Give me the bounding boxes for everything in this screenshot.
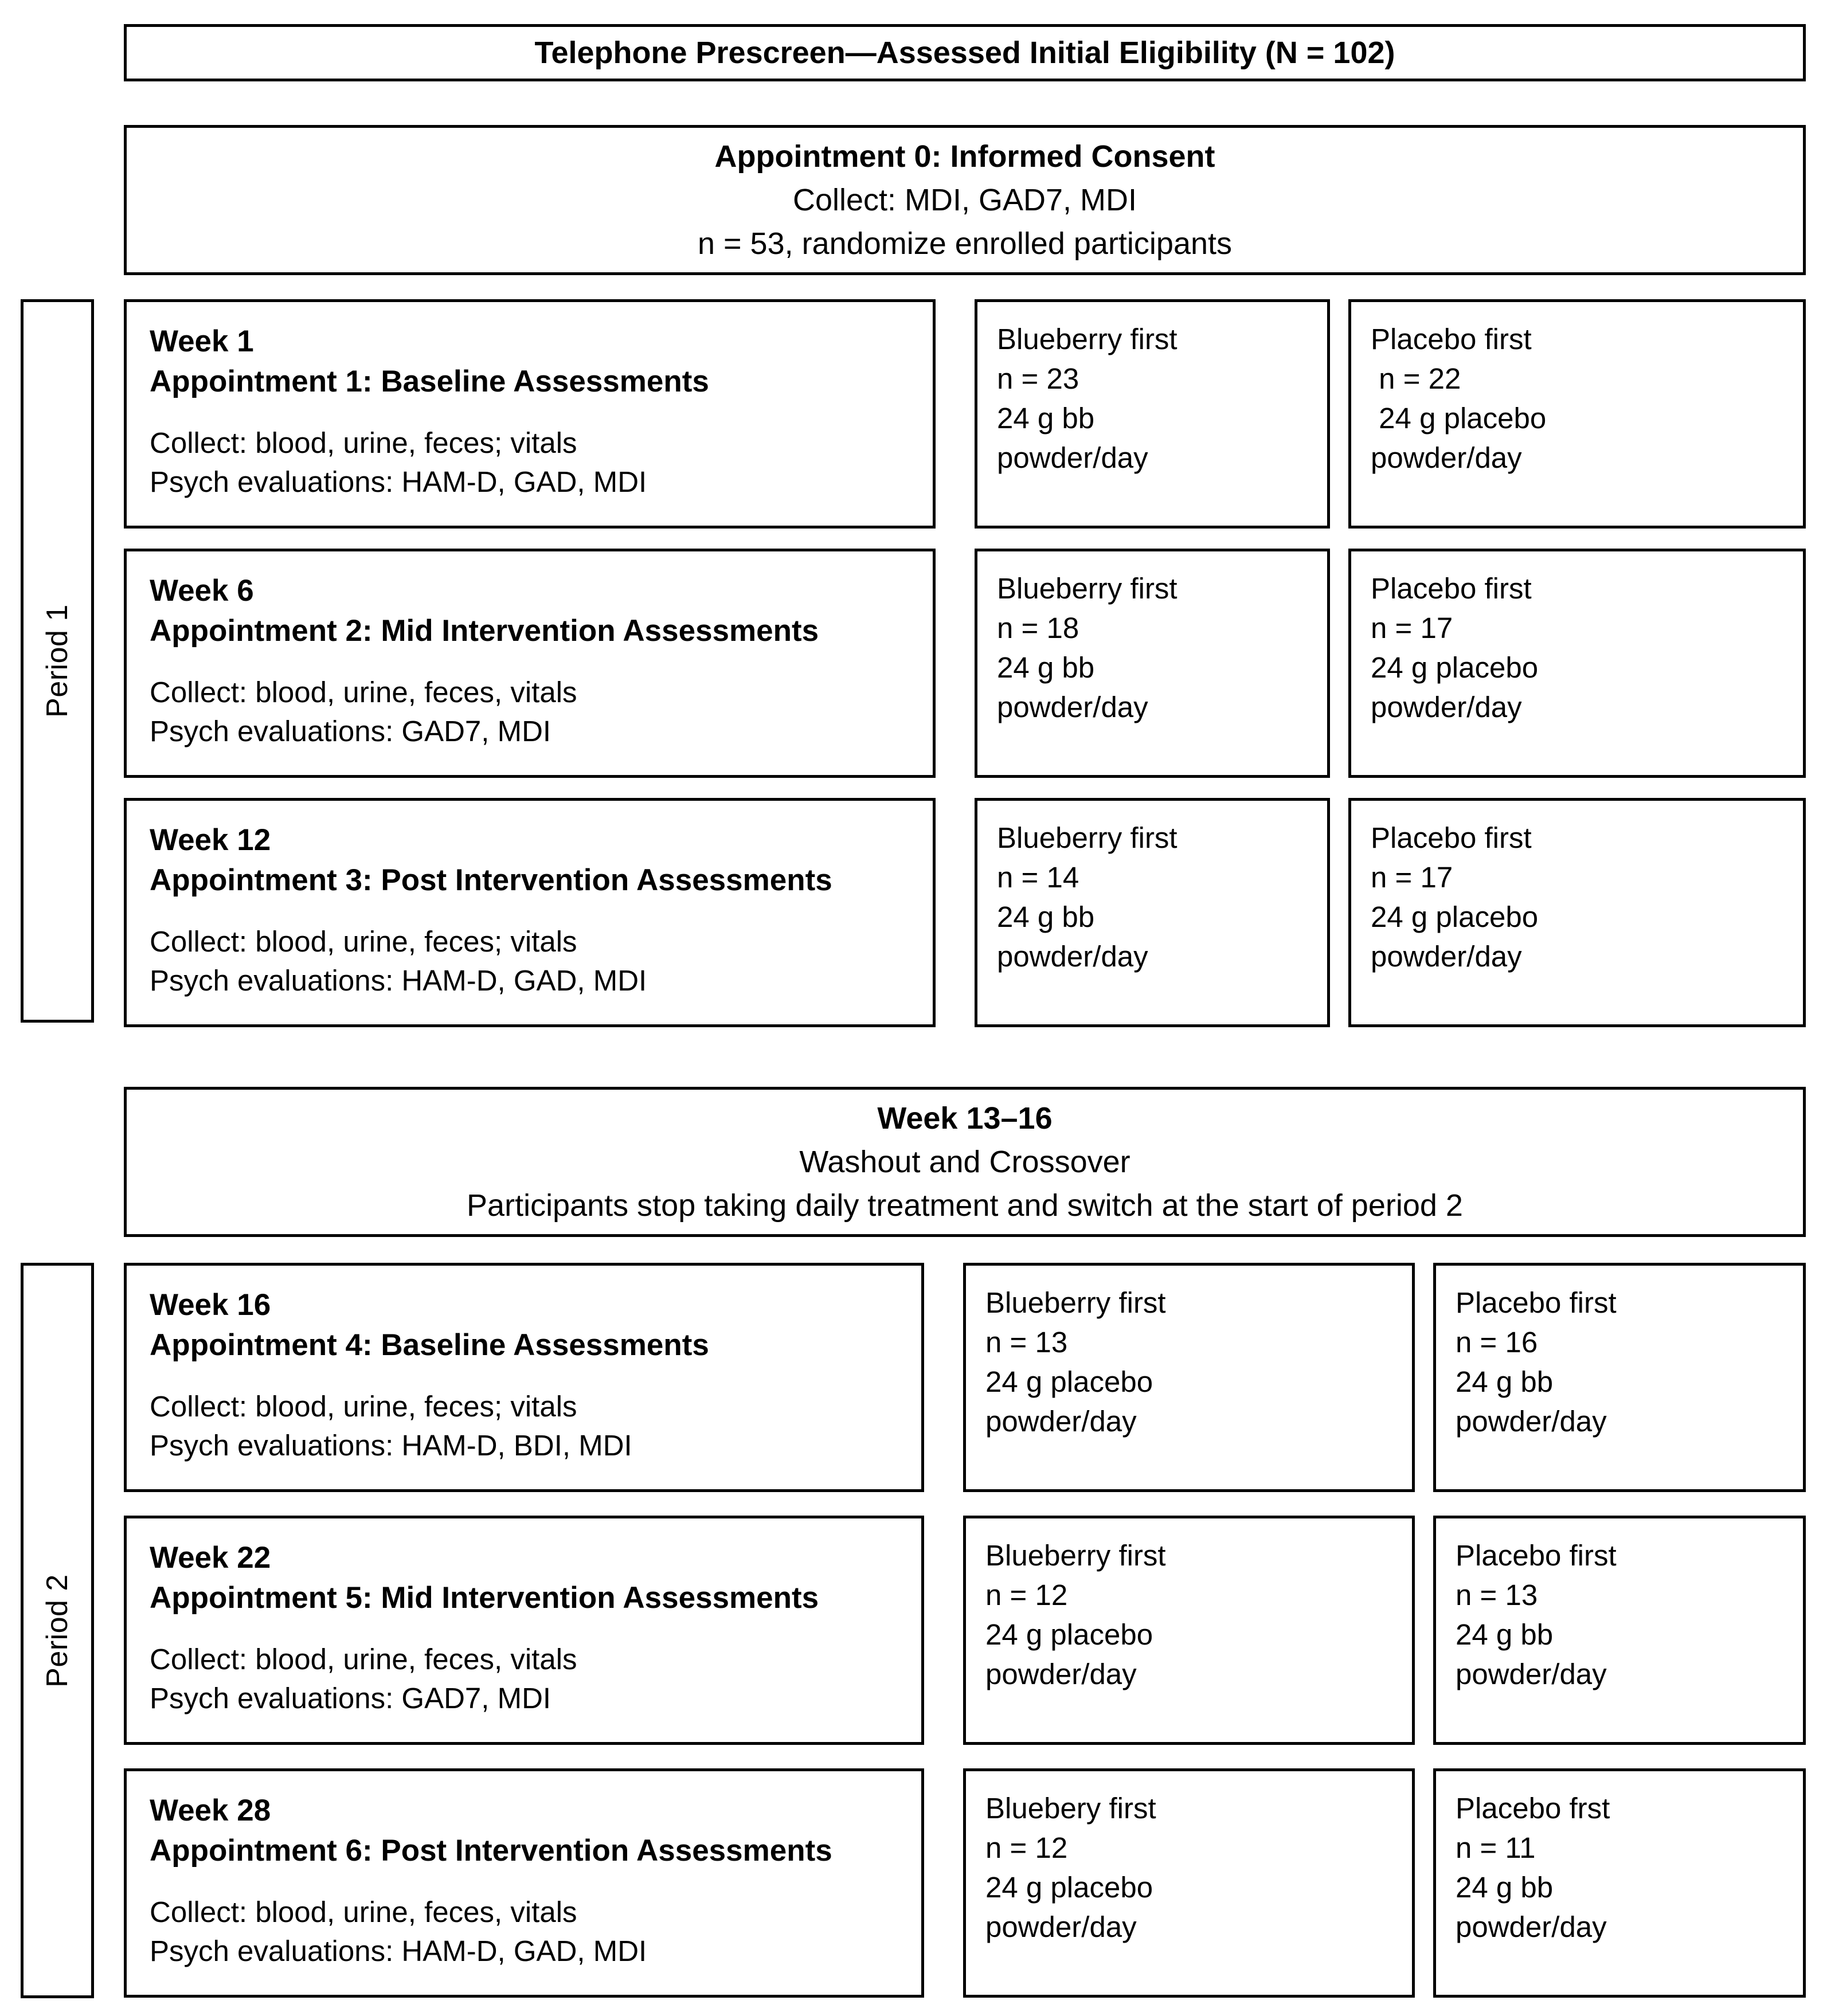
arm-box-placebo-week-28 [1433, 1768, 1806, 1998]
arm-frequency: powder/day [1456, 1911, 1607, 1943]
arm-box-blueberry-week-12 [975, 798, 1330, 1027]
period-2-bracket [21, 1263, 94, 1998]
appointment-box-week-6 [124, 549, 936, 778]
appointment-box-week-12 [124, 798, 936, 1027]
prescreen-box [124, 24, 1806, 81]
arm-frequency: powder/day [997, 691, 1148, 723]
collect-line: Collect: blood, urine, feces; vitals [150, 925, 577, 958]
week-label: Week 28 [150, 1794, 271, 1827]
arm-heading: Placebo first [1456, 1539, 1617, 1572]
arm-frequency: powder/day [1456, 1658, 1607, 1690]
arm-dose: 24 g placebo [1371, 651, 1539, 684]
appointment-title: Appointment 6: Post Intervention Assessments [150, 1834, 832, 1868]
arm-heading: Placebo first [1456, 1286, 1617, 1319]
arm-heading: Blueberry first [997, 821, 1177, 854]
arm-box-blueberry-week-28 [963, 1768, 1415, 1998]
arm-n: n = 18 [997, 612, 1079, 644]
collect-line: Collect: blood, urine, feces; vitals [150, 1390, 577, 1423]
arm-frequency: powder/day [997, 441, 1148, 474]
arm-heading: Placebo frst [1456, 1792, 1610, 1825]
psych-line: Psych evaluations: HAM-D, GAD, MDI [150, 465, 647, 498]
period-2-label: Period 2 [41, 1573, 74, 1688]
arm-frequency: powder/day [985, 1911, 1137, 1943]
prescreen-text: Telephone Prescreen—Assessed Initial Eligibility (N = 102) [534, 36, 1395, 70]
arm-heading: Blueberry first [997, 572, 1177, 605]
arm-frequency: powder/day [1371, 691, 1522, 723]
arm-n: n = 11 [1456, 1831, 1536, 1864]
appointment-box-week-28 [124, 1768, 924, 1998]
arm-frequency: powder/day [985, 1658, 1137, 1690]
week-label: Week 6 [150, 574, 254, 608]
appointment-box-week-16 [124, 1263, 924, 1492]
appointment-box-week-1 [124, 299, 936, 529]
collect-line: Collect: blood, urine, feces, vitals [150, 1896, 577, 1928]
appointment-title: Appointment 4: Baseline Assessments [150, 1328, 709, 1362]
arm-frequency: powder/day [985, 1405, 1137, 1438]
arm-dose: 24 g bb [997, 901, 1095, 933]
arm-n: n = 12 [985, 1831, 1068, 1864]
arm-n: n = 14 [997, 861, 1079, 894]
arm-box-placebo-week-22 [1433, 1516, 1806, 1745]
arm-box-placebo-week-16 [1433, 1263, 1806, 1492]
collect-line: Collect: blood, urine, feces, vitals [150, 1643, 577, 1676]
arm-dose: 24 g bb [1456, 1618, 1554, 1651]
washout-description: Participants stop taking daily treatment and switch at the start of period 2 [467, 1188, 1463, 1223]
arm-box-blueberry-week-6 [975, 549, 1330, 778]
arm-n: n = 17 [1371, 861, 1453, 894]
psych-line: Psych evaluations: GAD7, MDI [150, 715, 551, 747]
week-label: Week 12 [150, 823, 271, 857]
arm-dose: 24 g placebo [1371, 402, 1547, 434]
arm-dose: 24 g bb [997, 402, 1095, 434]
washout-subtitle: Washout and Crossover [799, 1145, 1130, 1179]
washout-title: Week 13–16 [877, 1101, 1053, 1136]
arm-box-blueberry-week-16 [963, 1263, 1415, 1492]
arm-box-blueberry-week-22 [963, 1516, 1415, 1745]
arm-frequency: powder/day [1456, 1405, 1607, 1438]
consent-randomize: n = 53, randomize enrolled participants [697, 226, 1233, 261]
arm-heading: Blueberry first [997, 323, 1177, 355]
appointment-title: Appointment 5: Mid Intervention Assessments [150, 1581, 819, 1615]
collect-line: Collect: blood, urine, feces, vitals [150, 676, 577, 708]
arm-frequency: powder/day [997, 940, 1148, 973]
consent-title: Appointment 0: Informed Consent [714, 139, 1215, 174]
psych-line: Psych evaluations: HAM-D, BDI, MDI [150, 1429, 632, 1462]
arm-heading: Bluebery first [985, 1792, 1156, 1825]
appointment-title: Appointment 2: Mid Intervention Assessments [150, 614, 819, 648]
psych-line: Psych evaluations: HAM-D, GAD, MDI [150, 964, 647, 997]
arm-dose: 24 g placebo [985, 1365, 1153, 1398]
psych-line: Psych evaluations: HAM-D, GAD, MDI [150, 1935, 647, 1967]
period-1-label: Period 1 [41, 604, 74, 718]
arm-heading: Blueberry first [985, 1286, 1166, 1319]
arm-dose: 24 g placebo [1371, 901, 1539, 933]
arm-heading: Blueberry first [985, 1539, 1166, 1572]
arm-dose: 24 g placebo [985, 1618, 1153, 1651]
arm-heading: Placebo first [1371, 572, 1532, 605]
appointment-title: Appointment 3: Post Intervention Assessments [150, 863, 832, 897]
arm-dose: 24 g bb [1456, 1871, 1554, 1904]
period-1-bracket [21, 299, 94, 1023]
arm-heading: Placebo first [1371, 323, 1532, 355]
week-label: Week 1 [150, 324, 254, 358]
arm-n: n = 12 [985, 1579, 1068, 1611]
appointment-title: Appointment 1: Baseline Assessments [150, 365, 709, 398]
arm-n: n = 22 [1371, 362, 1461, 395]
appointment-box-week-22 [124, 1516, 924, 1745]
psych-line: Psych evaluations: GAD7, MDI [150, 1682, 551, 1714]
week-label: Week 16 [150, 1288, 271, 1322]
arm-frequency: powder/day [1371, 940, 1522, 973]
arm-box-placebo-week-1 [1348, 299, 1806, 529]
arm-heading: Placebo first [1371, 821, 1532, 854]
consent-box [124, 125, 1806, 275]
consent-collect: Collect: MDI, GAD7, MDI [792, 183, 1137, 217]
arm-n: n = 17 [1371, 612, 1453, 644]
collect-line: Collect: blood, urine, feces; vitals [150, 426, 577, 459]
arm-n: n = 13 [1456, 1579, 1538, 1611]
arm-box-blueberry-week-1 [975, 299, 1330, 529]
arm-n: n = 13 [985, 1326, 1068, 1359]
arm-n: n = 23 [997, 362, 1079, 395]
washout-box [124, 1087, 1806, 1237]
arm-box-placebo-week-6 [1348, 549, 1806, 778]
arm-dose: 24 g bb [997, 651, 1095, 684]
arm-box-placebo-week-12 [1348, 798, 1806, 1027]
arm-dose: 24 g bb [1456, 1365, 1554, 1398]
arm-frequency: powder/day [1371, 441, 1522, 474]
arm-dose: 24 g placebo [985, 1871, 1153, 1904]
arm-n: n = 16 [1456, 1326, 1538, 1359]
week-label: Week 22 [150, 1541, 271, 1575]
